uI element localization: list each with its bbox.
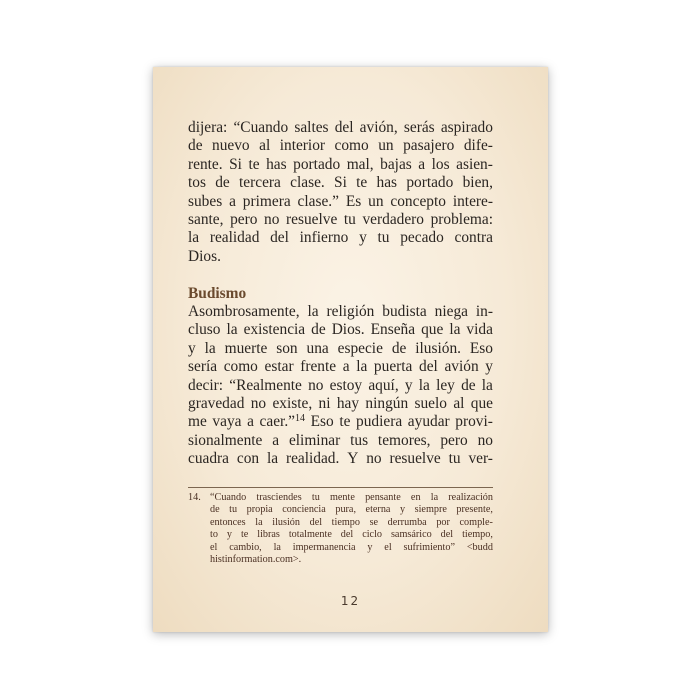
text-line: sionalmente a eliminar tus temores, pero no <box>188 431 493 449</box>
footnote-line: de tu propia conciencia pura, eterna y siempre presente, <box>210 504 493 516</box>
text-line: de nuevo al interior como un pasajero dife- <box>188 137 493 155</box>
text-line: Dios. <box>188 247 221 265</box>
footnote-line: “Cuando trasciendes tu mente pensante en la realización <box>210 492 493 503</box>
text-line: gravedad no existe, ni hay ningún suelo al que <box>188 395 493 413</box>
text-line: dijera: “Cuando saltes del avión, serás aspirado <box>188 119 493 136</box>
page-number: 12 <box>340 594 361 608</box>
text-line: decir: “Realmente no estoy aquí, y la ley de la <box>188 376 493 394</box>
footnote-line: entonces la ilusión del tiempo se derrumba por comple- <box>210 516 493 528</box>
text-line: la realidad del infierno y tu pecado contra <box>188 229 493 247</box>
footnote-line: el cambio, la impermanencia y el sufrimiento” <budd <box>210 541 493 553</box>
book-page <box>153 67 548 632</box>
footnote-reference[interactable]: 14 <box>295 413 305 425</box>
text-line: subes a primera clase.” Es un concepto intere- <box>188 192 493 210</box>
text-line: sante, pero no resuelve tu verdadero problema: <box>188 211 493 229</box>
footnote-line: histinformation.com>. <box>210 554 302 566</box>
text-line: y la muerte son una especie de ilusión. Eso <box>188 339 493 357</box>
text-line-with-footnote-ref: me vaya a caer.”$^{14}$ Eso te pudiera ayudar provi- <box>188 413 493 431</box>
text-line: tos de tercera clase. Si te has portado bien, <box>188 174 493 192</box>
section-heading: Budismo <box>188 285 247 302</box>
paragraph-budismo <box>188 303 493 469</box>
footnote-number: 14. <box>188 492 201 503</box>
text-line: cluso la existencia de Dios. Enseña que la vida <box>188 321 493 339</box>
footnote-line: to y te libras totalmente del ciclo samsárico del tiempo, <box>210 529 493 541</box>
text-line: sería como estar frente a la puerta del avión y <box>188 358 493 376</box>
paragraph-intro <box>188 119 493 266</box>
footnote-text <box>210 492 493 566</box>
footnote-divider <box>188 487 493 488</box>
text-line: cuadra con la realidad. Y no resuelve tu ver- <box>188 450 493 468</box>
text-line: rente. Si te has portado mal, bajas a los asien- <box>188 155 493 173</box>
text-line: Asombrosamente, la religión budista niega in- <box>188 303 493 320</box>
